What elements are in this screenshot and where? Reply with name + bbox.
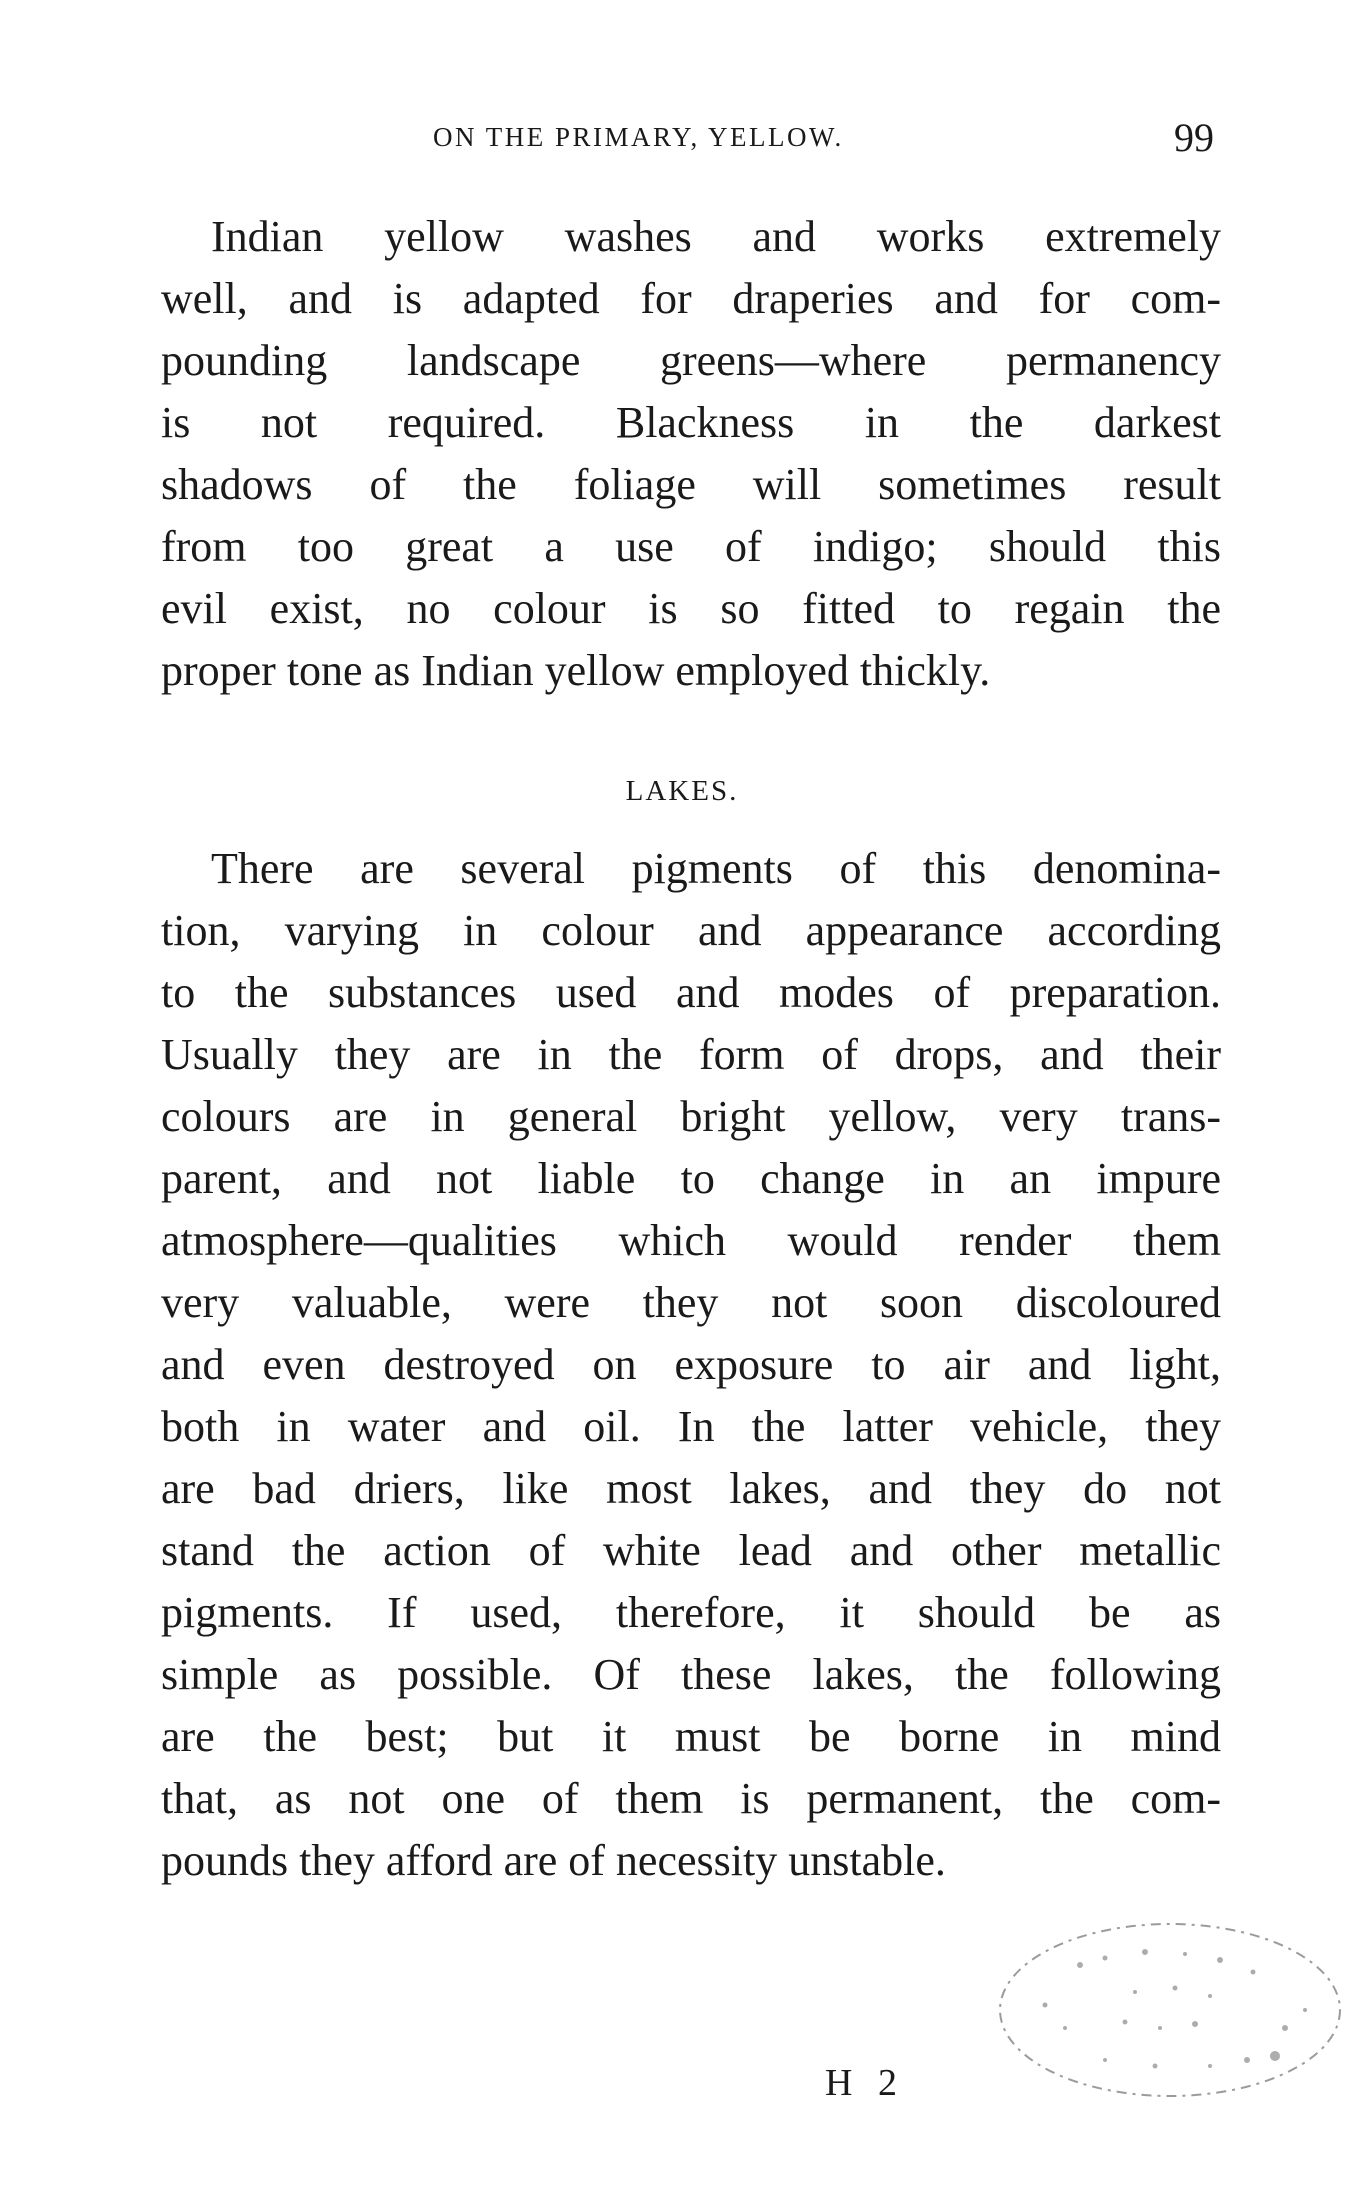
text-line: Indian yellow washes and works extremely [211, 212, 1221, 261]
text-line: atmosphere—qualities which would render them [161, 1216, 1221, 1265]
text-line: stand the action of white lead and other metallic [161, 1526, 1221, 1575]
text-line: simple as possible. Of these lakes, the following [161, 1650, 1221, 1699]
signature-mark: H 2 [825, 2062, 905, 2104]
text-line: are the best; but it must be borne in mind [161, 1712, 1221, 1761]
text-line: evil exist, no colour is so fitted to regain the [161, 584, 1221, 633]
section-heading-lakes: LAKES. [625, 775, 739, 807]
text-line: are bad driers, like most lakes, and they do not [161, 1464, 1221, 1513]
paragraph-indian-yellow [161, 206, 1221, 702]
running-head: ON THE PRIMARY, YELLOW. [433, 122, 844, 152]
text-line: pigments. If used, therefore, it should be as [161, 1588, 1221, 1637]
page-number: 99 [1174, 115, 1214, 160]
text-line: parent, and not liable to change in an impure [161, 1154, 1221, 1203]
text-line: pounding landscape greens—where permanency [161, 336, 1221, 385]
text-line: shadows of the foliage will sometimes result [161, 460, 1221, 509]
text-line: pounds they afford are of necessity unstable. [161, 1836, 946, 1885]
text-line: is not required. Blackness in the darkest [161, 398, 1221, 447]
text-line: Usually they are in the form of drops, and their [161, 1030, 1221, 1079]
text-line: that, as not one of them is permanent, the com- [161, 1774, 1221, 1823]
text-line: very valuable, were they not soon discoloured [161, 1278, 1221, 1327]
text-line: colours are in general bright yellow, very trans- [161, 1092, 1221, 1141]
text-line: tion, varying in colour and appearance according [161, 906, 1221, 955]
text-line: both in water and oil. In the latter vehicle, they [161, 1402, 1221, 1451]
text-line: to the substances used and modes of preparation. [161, 968, 1221, 1017]
text-line: There are several pigments of this denomina- [211, 844, 1221, 893]
paragraph-lakes [161, 838, 1221, 1892]
text-line: and even destroyed on exposure to air and light, [161, 1340, 1221, 1389]
text-line: from too great a use of indigo; should this [161, 522, 1221, 571]
text-line: well, and is adapted for draperies and for com- [161, 274, 1221, 323]
text-line: proper tone as Indian yellow employed thickly. [161, 646, 991, 695]
library-stamp-icon [985, 1910, 1355, 2110]
